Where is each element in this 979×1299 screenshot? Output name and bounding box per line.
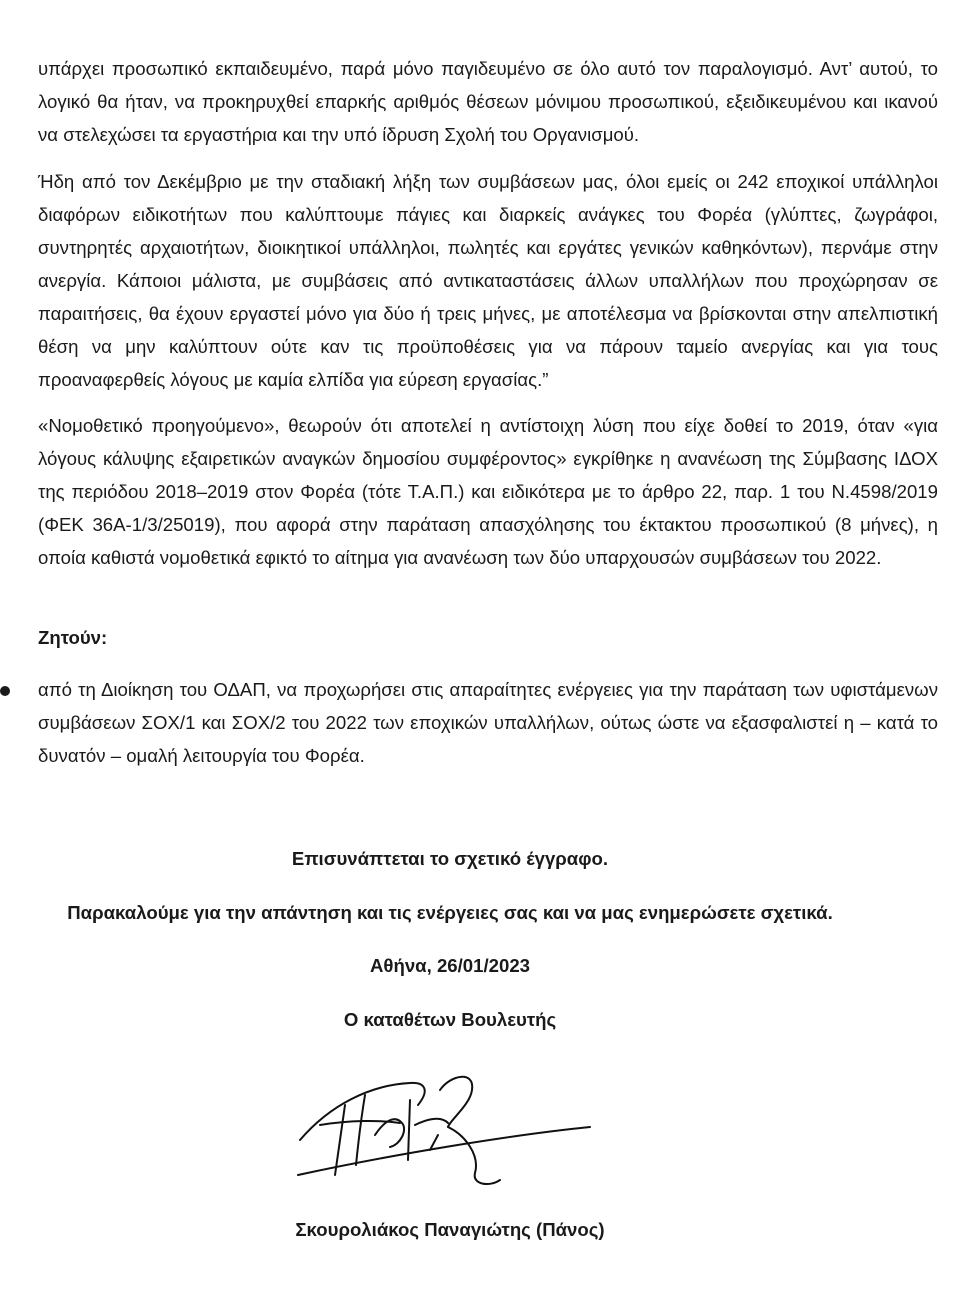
handwritten-signature [290,1065,610,1195]
bullet-dot-icon [0,686,10,696]
request-line: Παρακαλούμε για την απάντηση και τις ενέργειες σας και να μας ενημερώσετε σχετικά. [67,902,833,923]
paragraph-2: Ήδη από τον Δεκέμβριο με την σταδιακή λήξη των συμβάσεων μας, όλοι εμείς οι 242 εποχικοί υπάλληλοι διαφόρων ειδικοτήτων που καλύπτουμε πάγιες και διαρκείς ανάγκες του Φορέα (γλύπτες, ζωγράφοι, συντηρητές αρχαιοτήτων, διοικητικοί υπάλληλοι, πωλητές και εργάτες γενικών καθηκόντων), περνάμε στην ανεργία. Κάποιοι μάλιστα, με συμβάσεις από αντικαταστάσεις άλλων υπαλλήλων που προχώρησαν σε παραιτήσεις, θα έχουν εργαστεί μόνο για δύο ή τρεις μήνες, με αποτέλεσμα να βρίσκονται στην απελπιστική θέση να μην καλύπτουν ούτε καν τις προϋποθέσεις για να πάρουν ταμείο ανεργίας και για τους προαναφερθείς λόγους με καμία ελπίδα για εύρεση εργασίας.” [38,171,938,390]
bullet-text: από τη Διοίκηση του ΟΔΑΠ, να προχωρήσει στις απαραίτητες ενέργειες για την παράταση των υφιστάμενων συμβάσεων ΣΟΧ/1 και ΣΟΧ/2 του 2022 των εποχικών υπαλλήλων, ούτως ώστε να εξασφαλιστεί η – κατά το δυνατόν – ομαλή λειτουργία του Φορέα. [38,679,938,766]
signatory-name: Σκουρολιάκος Παναγιώτης (Πάνος) [295,1219,605,1240]
signatory-role: Ο καταθέτων Βουλευτής [343,1009,557,1030]
paragraph-1: υπάρχει προσωπικό εκπαιδευμένο, παρά μόνο παγιδευμένο σε όλο αυτό τον παραλογισμό. Αντ’ αυτού, το λογικό θα ήταν, να προκηρυχθεί επαρκής αριθμός θέσεων μόνιμου προσωπικού, εξειδικευμένου και ικανού να στελεχώσει τα εργαστήρια και την υπό ίδρυση Σχολή του Οργανισμού. [38,58,938,145]
paragraph-3: «Νομοθετικό προηγούμενο», θεωρούν ότι αποτελεί η αντίστοιχη λύση που είχε δοθεί το 2019, όταν «για λόγους κάλυψης εξαιρετικών αναγκών δημοσίου συμφέροντος» εγκρίθηκε η ανανέωση της Σύμβασης ΙΔΟΧ της περιόδου 2018–2019 στον Φορέα (τότε Τ.Α.Π.) και ειδικότερα με το άρθρο 22, παρ. 1 του Ν.4598/2019 (ΦΕΚ 36Α-1/3/25019), που αφορά στην παράταση απασχόλησης του έκτακτου προσωπικού (8 μήνες), η οποία καθιστά νομοθετικά εφικτό το αίτημα για ανανέωση των δύο υπαρχουσών συμβάσεων του 2022. [38,415,938,568]
attachment-note: Επισυνάπτεται το σχετικό έγγραφο. [291,848,609,869]
place-date: Αθήνα, 26/01/2023 [370,955,530,976]
demands-heading: Ζητούν: [38,627,108,648]
